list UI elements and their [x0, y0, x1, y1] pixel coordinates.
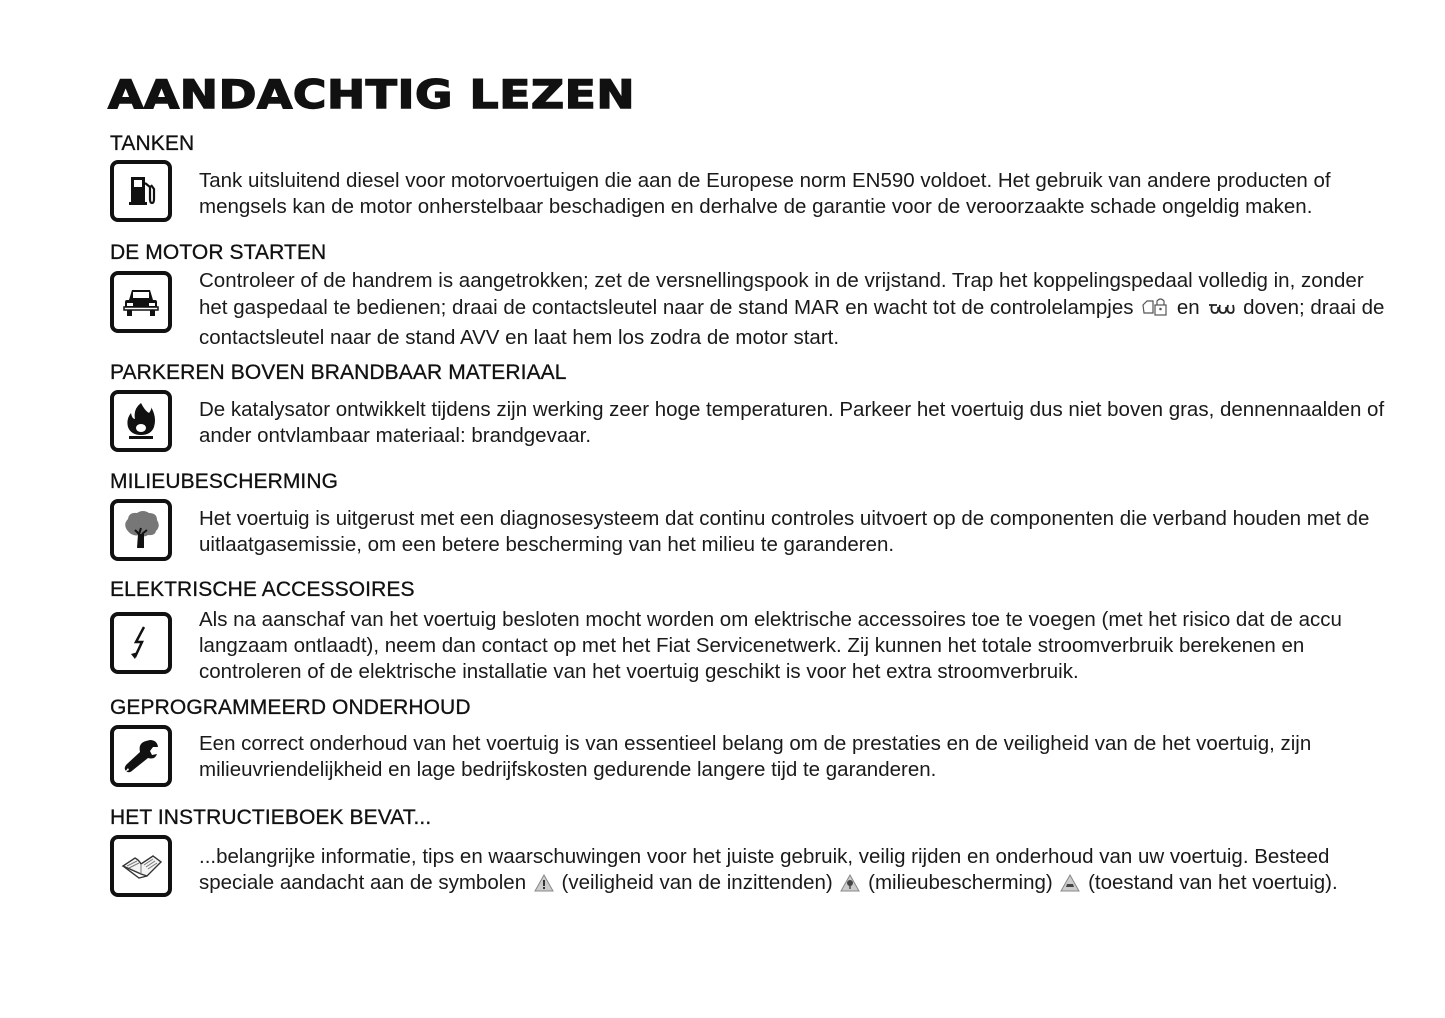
section-parkeren: [110, 361, 1390, 449]
flame-icon: [110, 390, 172, 452]
vehicle-triangle-icon: [1060, 873, 1080, 899]
immobilizer-warning-icon: [1141, 297, 1169, 324]
page-title: AANDACHTIG LEZEN: [108, 73, 636, 118]
section-text: Een correct onderhoud van het voertuig is van essentieel belang om de prestaties en de veiligheid van de het voertuig, zijn milieuvriendelijkheid en lage bedrijfskosten gedurende langere tijd te garanderen.: [199, 732, 1312, 781]
fuel-pump-icon: [110, 160, 172, 222]
text-segment: (toestand van het voertuig).: [1088, 871, 1338, 894]
section-text: [199, 267, 1390, 351]
section-motor-starten: [110, 241, 1390, 351]
open-book-icon: [110, 835, 172, 897]
text-segment: en: [1176, 296, 1200, 319]
section-text: De katalysator ontwikkelt tijdens zijn werking zeer hoge temperaturen. Parkeer het voertuig dus niet boven gras, dennennaalden of ander ontvlambaar materiaal: brandgevaar.: [199, 398, 1385, 447]
section-milieu: [110, 470, 1390, 558]
environment-triangle-icon: [840, 873, 860, 899]
text-segment: doven; draai de contactsleutel naar de stand AVV en laat hem los zodra de motor start.: [199, 296, 1385, 349]
section-title: DE MOTOR STARTEN: [110, 241, 327, 264]
section-elektrisch: [110, 578, 1390, 685]
section-title: TANKEN: [110, 132, 195, 155]
section-title: PARKEREN BOVEN BRANDBAAR MATERIAAL: [110, 361, 567, 384]
text-segment: Controleer of de handrem is aangetrokken; zet de versnellingspook in de vrijstand. Trap het koppelingspedaal volledig in, zonder het gaspedaal te bedienen; draai de contactsleutel naar de stand MAR en wacht tot de controlelampjes: [199, 269, 1364, 319]
text-segment: (milieubescherming): [868, 871, 1053, 894]
section-title: ELEKTRISCHE ACCESSOIRES: [110, 578, 415, 601]
section-onderhoud: [110, 696, 1390, 783]
tree-icon: [110, 499, 172, 561]
text-segment: (veiligheid van de inzittenden): [561, 871, 833, 894]
section-text: [199, 833, 1390, 899]
warning-triangle-icon: [534, 873, 554, 899]
section-title: HET INSTRUCTIEBOEK BEVAT...: [110, 806, 432, 829]
section-text: Tank uitsluitend diesel voor motorvoertuigen die aan de Europese norm EN590 voldoet. Het gebruik van andere producten of mengsels kan de motor onherstelbaar beschadigen en derhalve de garantie voor de veroorzaakte schade ongeldig maken.: [199, 169, 1331, 218]
section-title: GEPROGRAMMEERD ONDERHOUD: [110, 696, 471, 719]
wrench-icon: [110, 725, 172, 787]
section-instructieboek: [110, 806, 1390, 899]
section-tanken: [110, 132, 1390, 220]
lightning-bolt-icon: [110, 612, 172, 674]
section-text: Als na aanschaf van het voertuig besloten mocht worden om elektrische accessoires toe te voegen (met het risico dat de accu langzaam ontlaadt), neem dan contact op met het Fiat Servicenetwerk. Zij kunnen het totale stroomverbruik berekenen en controleren of de elektrische installatie van het voertuig geschikt is voor het extra stroomverbruik.: [199, 608, 1342, 683]
glow-plug-icon: [1207, 297, 1235, 324]
car-front-icon: [110, 271, 172, 333]
text-segment: ...belangrijke informatie, tips en waarschuwingen voor het juiste gebruik, veilig rijden en onderhoud van uw voertuig. Besteed speciale aandacht aan de symbolen: [199, 845, 1330, 894]
section-text: Het voertuig is uitgerust met een diagnosesysteem dat continu controles uitvoert op de componenten die verband houden met de uitlaatgasemissie, om een betere bescherming van het milieu te garanderen.: [199, 507, 1370, 556]
section-title: MILIEUBESCHERMING: [110, 470, 339, 493]
